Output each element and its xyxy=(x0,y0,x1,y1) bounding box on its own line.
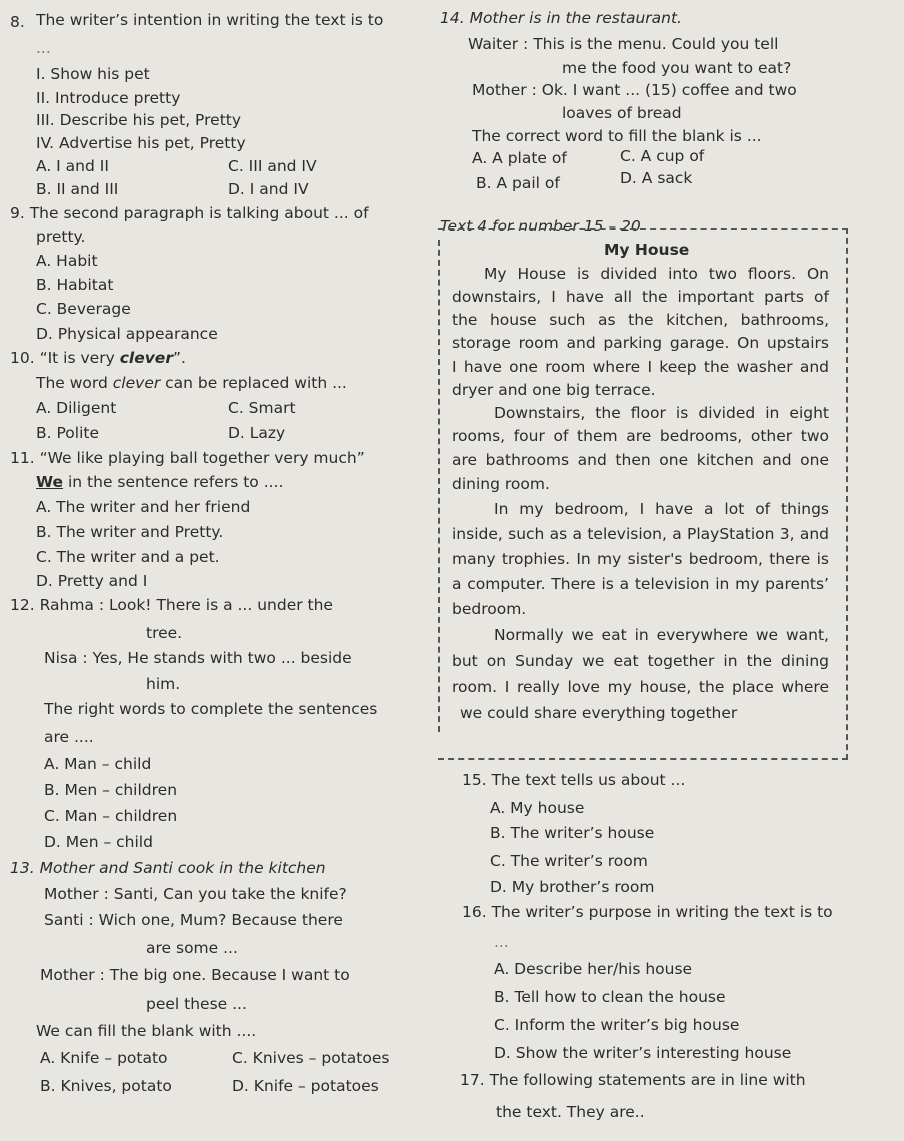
q13-option-a[interactable]: A. Knife – potato xyxy=(40,1049,168,1067)
q11-option-c[interactable]: C. The writer and a pet. xyxy=(36,548,220,566)
q8-option-a[interactable]: A. I and II xyxy=(36,157,109,175)
q8-option-c[interactable]: C. III and IV xyxy=(228,157,317,175)
q9-question: 9. The second paragraph is talking about ... of xyxy=(10,204,369,222)
q8-question: The writer’s intention in writing the text is to xyxy=(36,11,384,29)
text4-line: inside, such as a television, a PlayStation 3, and xyxy=(452,525,829,543)
text4-line: are bathrooms and then one kitchen and one xyxy=(452,451,829,469)
text4-line: room. I really love my house, the place where xyxy=(452,678,829,696)
q8-number: 8. xyxy=(10,13,25,31)
q14-option-d[interactable]: D. A sack xyxy=(620,169,693,187)
q14-option-c[interactable]: C. A cup of xyxy=(620,147,705,165)
q8-item-2: II. Introduce pretty xyxy=(36,89,181,107)
q8-item-4: IV. Advertise his pet, Pretty xyxy=(36,134,246,152)
q14-prompt: The correct word to fill the blank is ... xyxy=(472,127,762,145)
q16-ellipsis: ... xyxy=(494,933,509,951)
q8-item-3: III. Describe his pet, Pretty xyxy=(36,111,242,129)
text4-line: downstairs, I have all the important parts of xyxy=(452,288,829,306)
q8-option-b[interactable]: B. II and III xyxy=(36,180,119,198)
text4-box-border-bottom xyxy=(438,758,848,760)
q16-question: 16. The writer’s purpose in writing the text is to xyxy=(462,903,833,921)
text4-line: many trophies. In my sister's bedroom, there is xyxy=(452,550,829,568)
q14-option-a[interactable]: A. A plate of xyxy=(472,149,567,167)
q12-prompt-cont: are .... xyxy=(44,728,94,746)
q15-question: 15. The text tells us about ... xyxy=(462,771,686,789)
text4-line: dryer and one big terrace. xyxy=(452,381,656,399)
q9-question-cont: pretty. xyxy=(36,228,86,246)
text4-line: Normally we eat in everywhere we want, xyxy=(494,626,829,644)
q13-santi-line: Santi : Wich one, Mum? Because there xyxy=(44,911,343,929)
q11-prompt: We in the sentence refers to .... xyxy=(36,473,284,491)
text4-line: I have one room where I keep the washer and xyxy=(452,358,829,376)
q12-nisa-line-cont: him. xyxy=(146,675,181,693)
q17-question: 17. The following statements are in line with xyxy=(460,1071,806,1089)
q13-option-b[interactable]: B. Knives, potato xyxy=(40,1077,172,1095)
text4-header: Text 4 for number 15 – 20 xyxy=(440,217,641,235)
q8-item-1: I. Show his pet xyxy=(36,65,150,83)
q14-option-b[interactable]: B. A pail of xyxy=(476,174,560,192)
q15-option-b[interactable]: B. The writer’s house xyxy=(490,824,655,842)
q12-option-b[interactable]: B. Men – children xyxy=(44,781,178,799)
text4-line: bedroom. xyxy=(452,600,527,618)
q13-mother-line-2: Mother : The big one. Because I want to xyxy=(40,966,350,984)
text4-title: My House xyxy=(604,241,690,259)
text4-line: My House is divided into two floors. On xyxy=(484,265,829,283)
text4-box-border-left xyxy=(438,240,440,732)
q10-option-b[interactable]: B. Polite xyxy=(36,424,99,442)
q11-option-a[interactable]: A. The writer and her friend xyxy=(36,498,251,516)
text4-line: Downstairs, the floor is divided in eight xyxy=(494,404,829,422)
q12-prompt: The right words to complete the sentences xyxy=(44,700,378,718)
q13-mother-line-2-cont: peel these ... xyxy=(146,995,247,1013)
text4-line: the house such as the kitchen, bathrooms, xyxy=(452,311,829,329)
q14-title: 14. Mother is in the restaurant. xyxy=(440,9,682,27)
q11-question: 11. “We like playing ball together very much” xyxy=(10,449,365,467)
text4-line: dining room. xyxy=(452,475,550,493)
q13-prompt: We can fill the blank with .... xyxy=(36,1022,257,1040)
q14-mother-line-cont: loaves of bread xyxy=(562,104,682,122)
q11-option-b[interactable]: B. The writer and Pretty. xyxy=(36,523,224,541)
q9-option-a[interactable]: A. Habit xyxy=(36,252,98,270)
q12-option-c[interactable]: C. Man – children xyxy=(44,807,178,825)
q10-option-d[interactable]: D. Lazy xyxy=(228,424,286,442)
q10-prompt: The word clever can be replaced with ... xyxy=(36,374,347,392)
q14-waiter-line: Waiter : This is the menu. Could you tell xyxy=(468,35,779,53)
q12-nisa-line: Nisa : Yes, He stands with two ... beside xyxy=(44,649,352,667)
q9-option-d[interactable]: D. Physical appearance xyxy=(36,325,218,343)
q9-option-b[interactable]: B. Habitat xyxy=(36,276,114,294)
q11-option-d[interactable]: D. Pretty and I xyxy=(36,572,148,590)
q14-waiter-line-cont: me the food you want to eat? xyxy=(562,59,792,77)
q9-option-c[interactable]: C. Beverage xyxy=(36,300,131,318)
q15-option-a[interactable]: A. My house xyxy=(490,799,585,817)
q12-option-d[interactable]: D. Men – child xyxy=(44,833,153,851)
text4-line: storage room and parking garage. On upstairs xyxy=(452,334,829,352)
q13-option-d[interactable]: D. Knife – potatoes xyxy=(232,1077,379,1095)
q13-option-c[interactable]: C. Knives – potatoes xyxy=(232,1049,390,1067)
q15-option-c[interactable]: C. The writer’s room xyxy=(490,852,648,870)
q16-option-b[interactable]: B. Tell how to clean the house xyxy=(494,988,726,1006)
q12-rahma-line: 12. Rahma : Look! There is a ... under the xyxy=(10,596,333,614)
text4-line: rooms, four of them are bedrooms, other two xyxy=(452,427,829,445)
q16-option-d[interactable]: D. Show the writer’s interesting house xyxy=(494,1044,792,1062)
q10-option-a[interactable]: A. Diligent xyxy=(36,399,117,417)
text4-line: but on Sunday we eat together in the dining xyxy=(452,652,829,670)
text4-line: we could share everything together xyxy=(460,704,738,722)
text4-line: a computer. There is a television in my parents’ xyxy=(452,575,829,593)
text4-line: In my bedroom, I have a lot of things xyxy=(494,500,829,518)
q16-option-c[interactable]: C. Inform the writer’s big house xyxy=(494,1016,740,1034)
q12-rahma-line-cont: tree. xyxy=(146,624,183,642)
q12-option-a[interactable]: A. Man – child xyxy=(44,755,152,773)
q10-option-c[interactable]: C. Smart xyxy=(228,399,296,417)
q16-option-a[interactable]: A. Describe her/his house xyxy=(494,960,693,978)
q13-santi-line-cont: are some ... xyxy=(146,939,238,957)
q13-mother-line-1: Mother : Santi, Can you take the knife? xyxy=(44,885,347,903)
q8-ellipsis: ... xyxy=(36,39,51,57)
q10-question: 10. “It is very clever”. xyxy=(10,349,186,367)
q8-option-d[interactable]: D. I and IV xyxy=(228,180,309,198)
q15-option-d[interactable]: D. My brother’s room xyxy=(490,878,655,896)
q17-question-cont: the text. They are.. xyxy=(496,1103,645,1121)
q14-mother-line: Mother : Ok. I want ... (15) coffee and two xyxy=(472,81,797,99)
q13-title: 13. Mother and Santi cook in the kitchen xyxy=(10,859,326,877)
